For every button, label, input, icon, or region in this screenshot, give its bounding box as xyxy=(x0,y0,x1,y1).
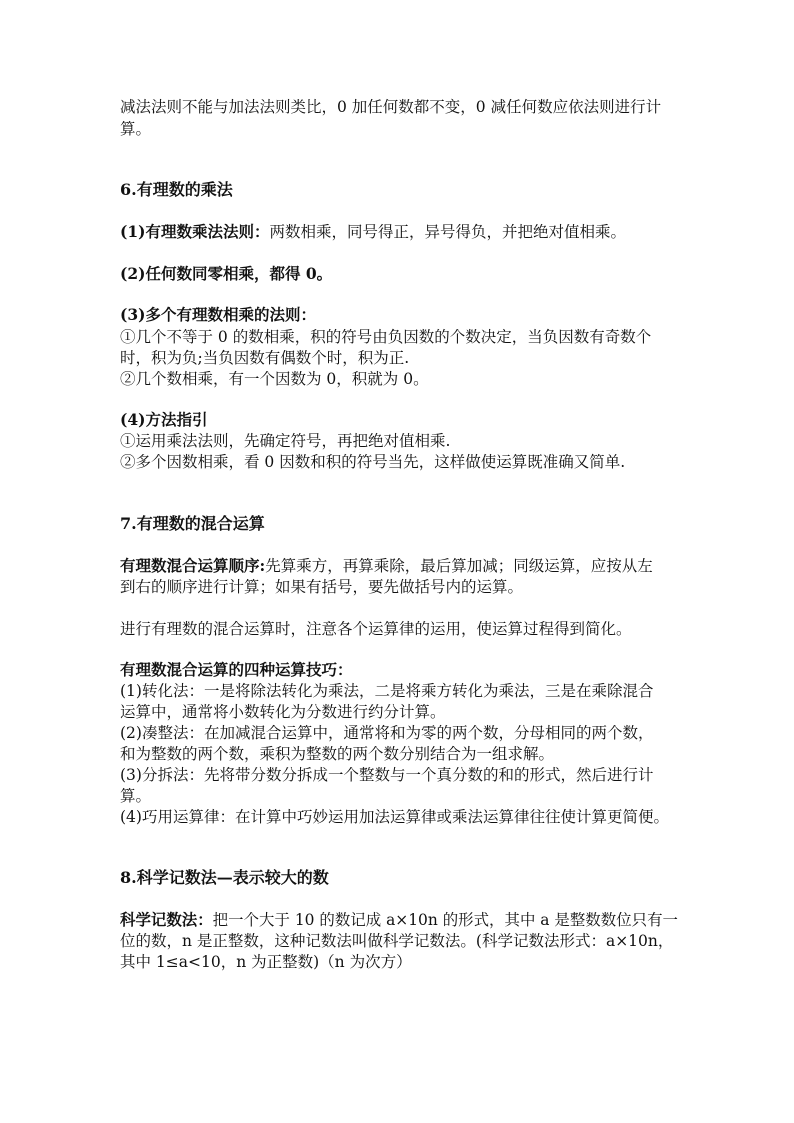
tips-line: (1)转化法：一是将除法转化为乘法，二是将乘方转化为乘法，三是在乘除混合 xyxy=(120,682,654,700)
sci-notation-text: 把一个大于 10 的数记成 a×10n 的形式，其中 a 是整数数位只有一 xyxy=(212,911,678,929)
rule-1-label: (1)有理数乘法法则： xyxy=(120,222,270,241)
section-8-line-2: 位的数，n 是正整数，这种记数法叫做科学记数法。(科学记数法形式：a×10n， xyxy=(120,932,674,950)
section-6-rule-2: (2)任何数同零相乘，都得 0。 xyxy=(120,264,333,283)
section-6-rule-1 xyxy=(120,221,626,243)
sci-notation-label: 科学记数法： xyxy=(120,910,213,929)
rule-3-line: ②几个数相乘，有一个因数为 0，积就为 0。 xyxy=(120,370,429,388)
rule-3-line: 时，积为负;当负因数有偶数个时，积为正. xyxy=(120,349,410,367)
section-8-heading: 8.科学记数法—表示较大的数 xyxy=(120,868,329,887)
tips-line: (3)分拆法：先将带分数分拆成一个整数与一个真分数的和的形式，然后进行计 xyxy=(120,766,654,784)
section-7-order-line-1 xyxy=(120,555,653,577)
section-6-rule-3-label: (3)多个有理数相乘的法则： xyxy=(120,305,316,324)
section-7-tips-label: 有理数混合运算的四种运算技巧： xyxy=(120,660,353,679)
intro-line-1: 减法法则不能与加法法则类比，0 加任何数都不变，0 减任何数应依法则进行计 xyxy=(120,98,662,116)
section-8-line-3: 其中 1≤a<10，n 为正整数)（n 为次方） xyxy=(120,953,412,971)
tips-line: (4)巧用运算律：在计算中巧妙运用加法运算律或乘法运算律往往使计算更简便。 xyxy=(120,808,669,826)
order-label: 有理数混合运算顺序: xyxy=(120,556,266,575)
tips-line: 和为整数的两个数，乘积为整数的两个数分别结合为一组求解。 xyxy=(120,745,555,763)
section-7-note: 进行有理数的混合运算时，注意各个运算律的运用，使运算过程得到简化。 xyxy=(120,620,632,638)
intro-line-2: 算。 xyxy=(120,120,152,138)
tips-line: 运算中，通常将小数转化为分数进行约分计算。 xyxy=(120,703,446,721)
section-6-heading: 6.有理数的乘法 xyxy=(120,180,233,199)
order-text: 先算乘方，再算乘除，最后算加减；同级运算，应按从左 xyxy=(265,557,653,575)
section-6-rule-4-label: (4)方法指引 xyxy=(120,410,208,429)
rule-4-line: ②多个因数相乘，看 0 因数和积的符号当先，这样做使运算既准确又简单. xyxy=(120,453,626,471)
rule-3-line: ①几个不等于 0 的数相乘，积的符号由负因数的个数决定，当负因数有奇数个 xyxy=(120,328,652,346)
section-7-order-line-2: 到右的顺序进行计算；如果有括号，要先做括号内的运算。 xyxy=(120,578,524,596)
tips-line: (2)凑整法：在加减混合运算中，通常将和为零的两个数，分母相同的两个数， xyxy=(120,724,654,742)
rule-4-line: ①运用乘法法则，先确定符号，再把绝对值相乘. xyxy=(120,432,451,450)
tips-line: 算。 xyxy=(120,787,152,805)
section-7-heading: 7.有理数的混合运算 xyxy=(120,514,265,533)
section-8-line-1 xyxy=(120,909,678,931)
rule-1-text: 两数相乘，同号得正，异号得负，并把绝对值相乘。 xyxy=(269,223,626,241)
